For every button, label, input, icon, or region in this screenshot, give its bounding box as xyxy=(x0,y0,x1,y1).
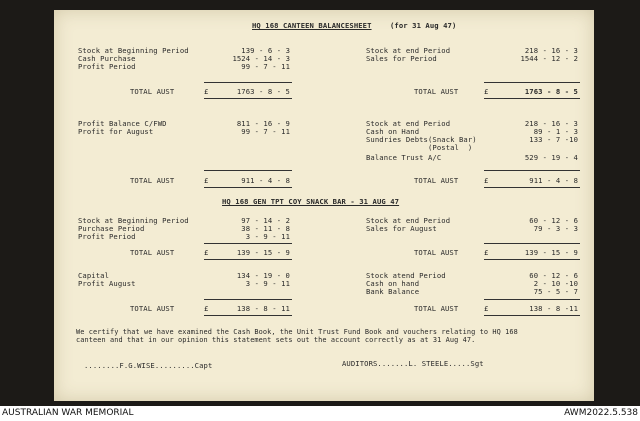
s2-left-rule-bottom xyxy=(204,187,292,188)
s2-right-label-2: Sundries Debts(Snack Bar) xyxy=(366,135,477,144)
s2-right-amt-0: 218 - 16 - 3 xyxy=(524,119,578,128)
s1-currency-left: £ xyxy=(204,87,209,96)
s4-left-rule xyxy=(204,299,292,300)
s3-left-rule xyxy=(204,243,292,244)
s4-left-rule-bottom xyxy=(204,315,292,316)
s1-currency-right: £ xyxy=(484,87,489,96)
signature-auditor: AUDITORS.......L. STEELE.....Sgt xyxy=(342,359,484,368)
s1-left-label-1: Cash Purchase xyxy=(78,54,136,63)
s3-left-amt-0: 97 - 14 - 2 xyxy=(241,216,290,225)
s1-left-rule-bottom xyxy=(204,98,292,99)
s2-total-label-right: TOTAL AUST xyxy=(414,176,459,185)
s4-left-amt-0: 134 - 19 - 0 xyxy=(236,271,290,280)
s2-right-label-4: Balance Trust A/C xyxy=(366,153,442,162)
s3-currency-right: £ xyxy=(484,248,489,257)
document-sheet xyxy=(54,10,594,401)
s1-left-label-2: Profit Period xyxy=(78,62,136,71)
s2-total-label-left: TOTAL AUST xyxy=(130,176,175,185)
certification-line-2: canteen and that in our opinion this statement sets out the account correctly as at 31 Aug 47. xyxy=(76,336,476,344)
s4-right-rule-bottom xyxy=(484,315,580,316)
s2-right-amt-2: 133 - 7 -10 xyxy=(529,135,578,144)
s1-right-amt-0: 218 - 16 - 3 xyxy=(524,46,578,55)
s1-right-amt-1: 1544 - 12 - 2 xyxy=(520,54,578,63)
s3-left-label-0: Stock at Beginning Period xyxy=(78,216,189,225)
s3-left-label-2: Profit Period xyxy=(78,232,136,241)
s2-left-amt-0: 811 - 16 - 9 xyxy=(236,119,290,128)
s2-left-amt-1: 99 - 7 - 11 xyxy=(241,127,290,136)
s3-right-label-1: Sales for August xyxy=(366,224,437,233)
s2-right-label-1: Cash on Hand xyxy=(366,127,420,136)
s3-left-label-1: Purchase Period xyxy=(78,224,145,233)
s1-left-label-0: Stock at Beginning Period xyxy=(78,46,189,55)
s4-right-amt-0: 60 - 12 - 6 xyxy=(529,271,578,280)
s1-right-label-1: Sales for Period xyxy=(366,54,437,63)
s4-total-left: 138 - 8 - 11 xyxy=(236,304,290,313)
s3-left-rule-bottom xyxy=(204,259,292,260)
s4-left-label-0: Capital xyxy=(78,271,109,280)
s4-right-rule xyxy=(484,299,580,300)
s1-left-rule xyxy=(204,82,292,83)
s2-currency-right: £ xyxy=(484,176,489,185)
s2-left-label-0: Profit Balance C/FWD xyxy=(78,119,167,128)
s2-left-label-1: Profit for August xyxy=(78,127,154,136)
s4-right-amt-1: 2 - 10 -10 xyxy=(533,279,578,288)
s3-total-right: 139 - 15 - 9 xyxy=(524,248,578,257)
s2-left-rule xyxy=(204,170,292,171)
s2-right-label-3: (Postal ) xyxy=(366,143,473,152)
s4-right-amt-2: 75 - 5 - 7 xyxy=(533,287,578,296)
s1-left-amt-2: 99 - 7 - 11 xyxy=(241,62,290,71)
s3-left-amt-1: 38 - 11 - 8 xyxy=(241,224,290,233)
footer-source-label: AUSTRALIAN WAR MEMORIAL xyxy=(2,408,134,418)
s4-currency-left: £ xyxy=(204,304,209,313)
s2-right-amt-1: 89 - 1 - 3 xyxy=(533,127,578,136)
s4-right-label-1: Cash on hand xyxy=(366,279,420,288)
s4-right-label-2: Bank Balance xyxy=(366,287,420,296)
s4-total-right: 138 - 8 -11 xyxy=(529,304,578,313)
s4-total-label-right: TOTAL AUST xyxy=(414,304,459,313)
s3-right-amt-1: 79 - 3 - 3 xyxy=(533,224,578,233)
s1-left-amt-1: 1524 - 14 - 3 xyxy=(232,54,290,63)
s3-total-label-left: TOTAL AUST xyxy=(130,248,175,257)
s3-right-amt-0: 60 - 12 - 6 xyxy=(529,216,578,225)
s1-total-label-left: TOTAL AUST xyxy=(130,87,175,96)
s1-right-label-0: Stock at end Period xyxy=(366,46,451,55)
s3-currency-left: £ xyxy=(204,248,209,257)
footer-accession-number: AWM2022.5.538 xyxy=(564,408,638,418)
s2-right-rule xyxy=(484,170,580,171)
s2-right-label-0: Stock at end Period xyxy=(366,119,451,128)
s1-total-left: 1763 - 8 - 5 xyxy=(236,87,290,96)
s4-left-label-1: Profit August xyxy=(78,279,136,288)
s3-right-label-0: Stock at end Period xyxy=(366,216,451,225)
s2-currency-left: £ xyxy=(204,176,209,185)
s2-total-left: 911 - 4 - 8 xyxy=(241,176,290,185)
s1-total-label-right: TOTAL AUST xyxy=(414,87,459,96)
s2-right-rule-bottom xyxy=(484,187,580,188)
signature-officer: ........F.G.WISE.........Capt xyxy=(84,361,213,370)
s4-total-label-left: TOTAL AUST xyxy=(130,304,175,313)
s1-total-right: 1763 - 8 - 5 xyxy=(524,87,578,96)
s4-left-amt-1: 3 - 9 - 11 xyxy=(245,279,290,288)
s3-right-rule xyxy=(484,243,580,244)
s1-right-rule-bottom xyxy=(484,98,580,99)
s3-total-label-right: TOTAL AUST xyxy=(414,248,459,257)
balance-sheet-date: (for 31 Aug 47) xyxy=(390,21,457,30)
s3-total-left: 139 - 15 - 9 xyxy=(236,248,290,257)
certification-line-1: We certify that we have examined the Cash Book, the Unit Trust Fund Book and vouchers relating to HQ 168 xyxy=(76,328,518,336)
balance-sheet-title: HQ 168 CANTEEN BALANCESHEET xyxy=(252,21,372,30)
s4-currency-right: £ xyxy=(484,304,489,313)
s3-right-rule-bottom xyxy=(484,259,580,260)
snack-bar-title: HQ 168 GEN TPT COY SNACK BAR - 31 AUG 47 xyxy=(222,197,400,206)
s2-right-amt-4: 529 - 19 - 4 xyxy=(524,153,578,162)
s1-left-amt-0: 139 - 6 - 3 xyxy=(241,46,290,55)
s3-left-amt-2: 3 - 9 - 11 xyxy=(245,232,290,241)
s2-total-right: 911 - 4 - 8 xyxy=(529,176,578,185)
s1-right-rule xyxy=(484,82,580,83)
s4-right-label-0: Stock atend Period xyxy=(366,271,446,280)
